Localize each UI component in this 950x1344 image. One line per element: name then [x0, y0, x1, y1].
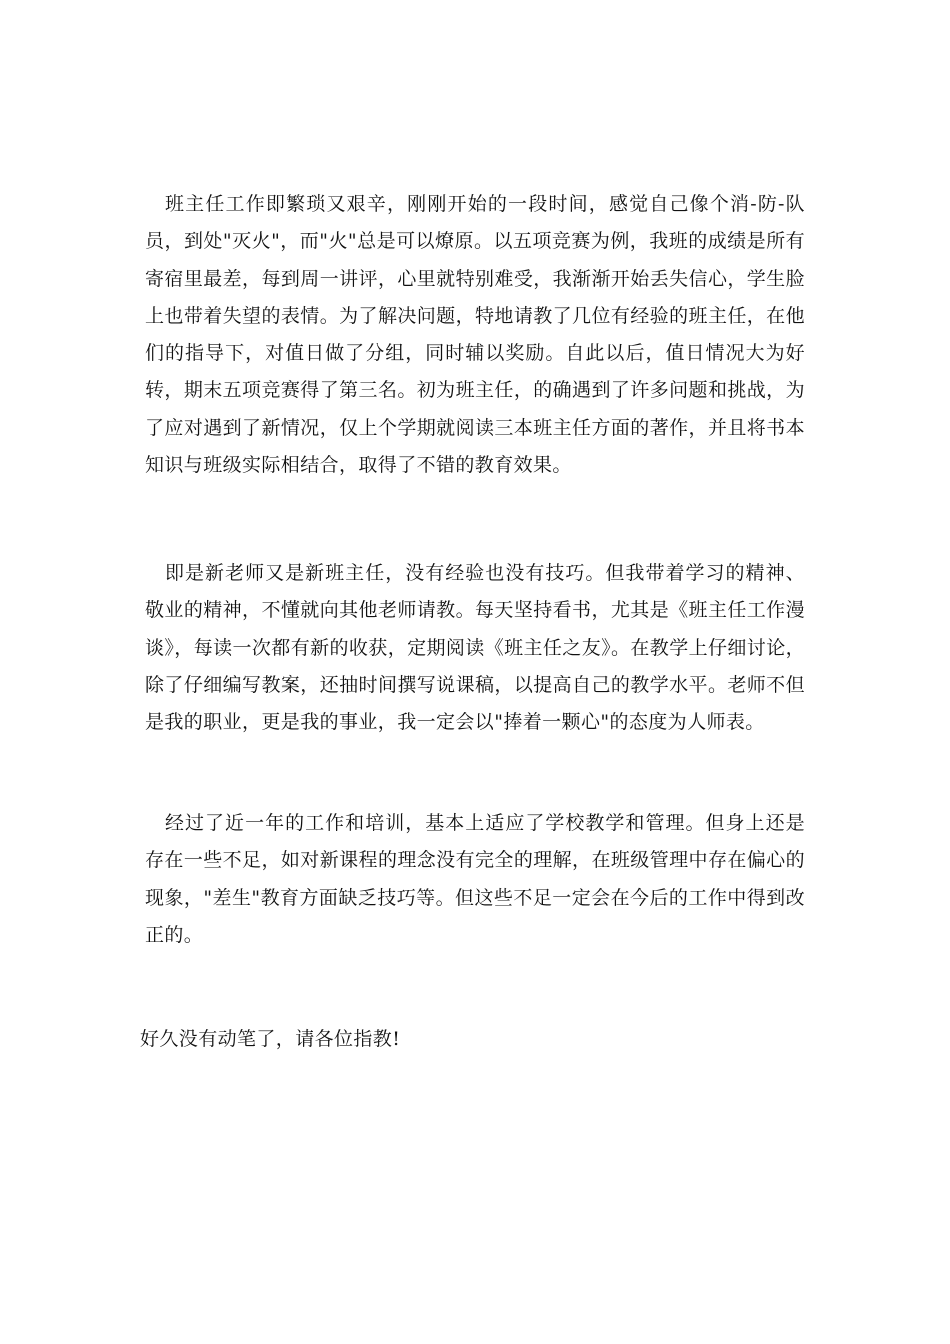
paragraph-new-teacher: 即是新老师又是新班主任，没有经验也没有技巧。但我带着学习的精神、敬业的精神，不懂就向其他老师请教。每天坚持看书，尤其是《班主任工作漫谈》，每读一次都有新的收获，定期阅读《班主任之友》。在教学上仔细讨论，除了仔细编写教案，还抽时间撰写说课稿，以提高自己的教学水平。老师不但是我的职业，更是我的事业，我一定会以"捧着一颗心"的态度为人师表。: [145, 562, 806, 734]
paragraph-closing: 好久没有动笔了，请各位指教!: [140, 1028, 401, 1050]
paragraph-shortcomings: 经过了近一年的工作和培训，基本上适应了学校教学和管理。但身上还是存在一些不足，如对新课程的理念没有完全的理解，在班级管理中存在偏心的现象，"差生"教育方面缺乏技巧等。但这些不足一定会在今后的工作中得到改正的。: [145, 812, 805, 946]
paragraph-work-experience: 班主任工作即繁琐又艰辛，刚刚开始的一段时间，感觉自己像个消-防-队员，到处"灭火"，而"火"总是可以燎原。以五项竞赛为例，我班的成绩是所有寄宿里最差，每到周一讲评，心里就特别难受，我渐渐开始丢失信心，学生脸上也带着失望的表情。为了解决问题，特地请教了几位有经验的班主任，在他们的指导下，对值日做了分组，同时辅以奖励。自此以后，值日情况大为好转，期末五项竞赛得了第三名。初为班主任，的确遇到了许多问题和挑战，为了应对遇到了新情况，仅上个学期就阅读三本班主任方面的著作，并且将书本知识与班级实际相结合，取得了不错的教育效果。: [145, 193, 805, 477]
